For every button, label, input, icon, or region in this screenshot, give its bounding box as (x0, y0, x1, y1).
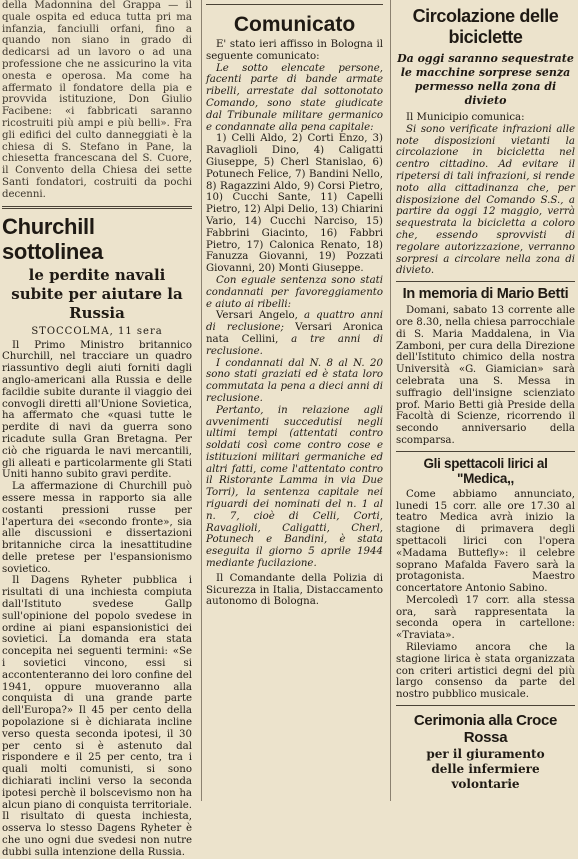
subheadline-churchill: le perdite navali subite per aiutare la Russia (11, 265, 183, 322)
comunicato-intro: E' stato ieri affisso in Bologna il seguente comunicato: (206, 39, 383, 62)
article-paragraph: La affermazione di Churchill può essere messa in rapporto sia alle costanti pressioni russe per l'apertura dei «secondo fronte», sia alle discussioni e dissertazioni britanniche circa la inesattitudine delle pretese per l'espansionismo sovietico. (2, 481, 192, 575)
subheadline-croce-rossa: delle infermiere volontarie (431, 762, 540, 792)
column-middle (201, 0, 387, 801)
subheadline-biciclette: Da oggi saranno sequestrate le macchine sorprese senza permesso nella zona di divieto (397, 52, 574, 107)
article-paragraph: Mercoledì 17 corr. alla stessa ora, sarà rappresentata la seconda opera in cartellone: «Traviata». (396, 594, 575, 642)
comunicato-names: 1) Celli Aldo, 2) Corti Enzo, 3) Ravaglioli Dino, 4) Caligatti Giuseppe, 5) Cherl Stanislao, 6) Potunech Felice, 7) Bandini Nello, 8) Ragazzini Aldo, 9) Corsi Pietro, 10) Cucchi Sante, 11) Capelli Pietro, 12) Alpi Delio, 13) Chiarini Vario, 14) Cucchi Narciso, 15) Fabbrini Giacinto, 16) Fabbri Pietro, 17) Calonica Renato, 18) Fanuzza Giovanni, 19) Pozzati Giovanni, 20) Monti Giuseppe. (206, 133, 383, 275)
headline-spettacoli: Gli spettacoli lirici al "Medica,, (423, 455, 548, 486)
headline-churchill: Churchill sottolinea (2, 213, 103, 264)
comunicato-paragraph: Pertanto, in relazione agli avvenimenti succedutisi negli ultimi tempi (attentati contro soldati così come contro cose e istituzioni militari germaniche ed altri fatti, come l'attentato contro il Ristorante Lamma in via Due Torri), la sentenza capitale nei riguardi dei nominati del n. 1 al n. 7, cioè di Celli, Corti, Ravaglioli, Caligatti, Cherl, Potunech e Bandini, è stata eseguita il giorno 5 aprile 1944 mediante fucilazione. (206, 404, 383, 570)
comunicato-paragraph: Con eguale sentenza sono stati condannati per favoreggiamento e aiuto ai ribelli: (206, 274, 383, 310)
article-paragraph: Il Dagens Ryheter pubblica i risultati di una inchiesta compiuta dall'Istituto svedese Gallp sull'opinione del popolo svedese in ordine ai piani espansionistici dei sovietici. La domanda era stata concepita nei seguenti termini: «Se i sovietici vincono, essi si accontenteranno dei loro confine del 1941, oppure muoveranno alla conquista di una grande parte dell'Europa?» Il 45 per cento della popolazione si è dichiarata incline verso questa seconda ipotesi, il 30 per cento si è astenuto dal rispondere e il 25 per cento, tra i quali molti comunisti, si sono dichiarati inclini verso la seconda ipotesi perchè il bolscevismo non ha alcun piano di conquista territoriale. Il risultato di questa inchiesta, osserva lo stesso Dagens Ryheter è che uno ogni due svedesi non nutre dubbi sulla intenzione della Russia. (2, 575, 192, 858)
article-top-paragraph: della Madonnina del Grappa — il quale ospita ed educa tutta pri ma infanzia, fanciulli orfani, fino a quando non siano in grado di dedicarsi ad un lavoro o ad una professione che ne assicurino la vita onesta e operosa. Ma come ha affermato il fondatore della pia e provvida istituzione, Don Giulio Facibene: «i fabbricati saranno ricostruiti più ampi e più belli». Fra gli edifici del culto danneggiati è la chiesa di S. Stefano in Pane, la chiesetta francescana del S. Cuore, il Convento della Chiesa dei sette Santi fondatori, costruiti da pochi decenni. (2, 0, 192, 200)
headline-mario-betti: In memoria di Mario Betti (402, 286, 569, 303)
comunicato-paragraph: Le sotto elencate persone, facenti parte di bande armate ribelli, arrestate dal sottonotato Comando, sono state giudicate dal Tribunale militare germanico e condannate alla pena capitale: (206, 62, 383, 133)
sentence-name: Versari Aronica nata Cellini, (206, 322, 383, 345)
column-left (0, 0, 196, 858)
article-paragraph: Il Primo Ministro britannico Churchill, nel tracciare un quadro riassuntivo degli aiuti forniti dagli anglo-americani alla Russia e delle facildie subite durante il viaggio dei convogli diretti all'Unione Sovietica, ha affermato che «quasi tutte le perdite di navi da guerra sono ricadute sulla Gran Bretagna. Per ciò che riguarda le navi mercantili, gli alleati e particolarmente gli Stati Uniti hanno subito gravi perdite. (2, 339, 192, 481)
comunicato-signature: Il Comandante della Polizia di Sicurezza in Italia, Distaccamento autonomo di Bologna. (206, 572, 383, 608)
headline-biciclette: Circolazione delle biciclette (412, 6, 559, 47)
sentence-name: Versari Angelo, (216, 310, 298, 322)
headline-comunicato: Comunicato (233, 13, 356, 36)
comunicato-sentence (206, 310, 383, 357)
subheadline-croce-rossa: per il giuramento (426, 747, 545, 762)
divider (396, 705, 575, 706)
article-paragraph: Come abbiamo annunciato, lunedi 15 corr. alle ore 17.30 al teatro Medica avrà inizio la stagione di primavera degli spettacoli lirici con l'opera «Madama Buttefly»: il celebre soprano Mafalda Favero sarà la protagonista. Maestro concertatore Antonio Sabino. (396, 488, 575, 595)
sentence-term: a quattro anni di reclusione; (206, 310, 383, 334)
divider (2, 206, 192, 209)
article-paragraph: Il Municipio comunica: (406, 112, 525, 123)
divider (206, 4, 383, 5)
column-right (390, 0, 578, 801)
article-paragraph: Si sono verificate infrazioni alle note disposizioni vietanti la circolazione in bicicletta nel centro cittadino. Ad evitare il ripetersi di tali infrazioni, si rende noto alla cittadinanza che, per disposizione del Comando S.S., a partire da oggi 12 maggio, verrà sequestrata la bicicletta a coloro che, essendo sprovvisti di regolare autorizzazione, verranno sorpresi a circolare nella zona di divieto. (396, 123, 575, 277)
dateline: STOCCOLMA, 11 sera (31, 325, 163, 337)
article-paragraph: Rileviamo ancora che la stagione lirica è stata organizzata con criteri artistici degni del più largo consenso da parte del nostro pubblico musicale. (396, 642, 575, 701)
comunicato-paragraph: I condannati dal N. 8 al N. 20 sono stati graziati ed è stata loro commutata la pena a dieci anni di reclusione. (206, 357, 383, 404)
divider (396, 281, 575, 282)
divider (396, 451, 575, 452)
article-paragraph: Domani, sabato 13 corrente alle ore 8.30, nella chiesa parrocchiale di S. Maria Maddalena, in Via Zamboni, per cura della Direzione dell'Istituto chimico della nostra Università «G. Giamician» sarà celebrata una S. Messa in suffragio dell'insigne scienziato prof. Mario Betti già Preside della Facoltà di Scienze, ricorrendo il secondo anniversario della scomparsa. (396, 305, 576, 446)
headline-croce-rossa: Cerimonia alla Croce Rossa (413, 712, 558, 747)
sentence-term: a tre anni di reclusione. (206, 333, 383, 357)
